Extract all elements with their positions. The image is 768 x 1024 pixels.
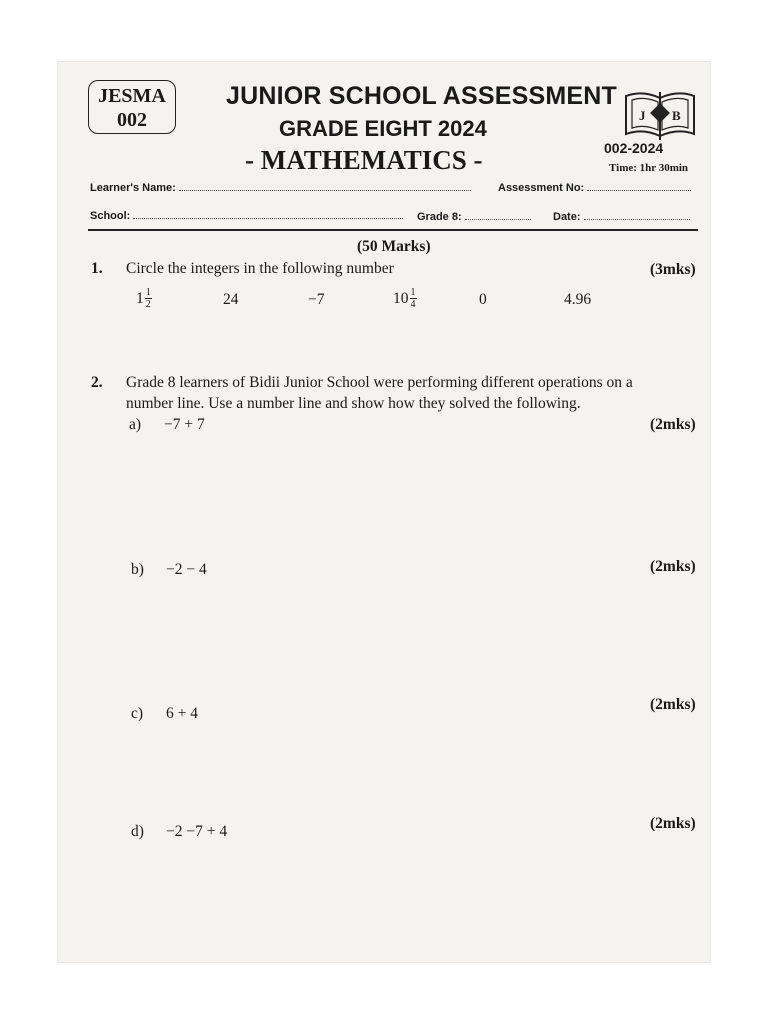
q1-item-neg7[interactable]: −7 <box>308 291 325 308</box>
q1-text: Circle the integers in the following number <box>126 260 394 277</box>
q1-item-mixed-1-half[interactable] <box>136 287 152 310</box>
q2d-answer-space[interactable] <box>128 846 688 946</box>
q1-item-a-whole: 1 <box>136 289 144 307</box>
assessment-no-label: Assessment No: <box>498 182 585 194</box>
school-label: School: <box>90 210 131 222</box>
q2c-marks: (2mks) <box>650 696 696 713</box>
paper-code: 002-2024 <box>604 140 664 156</box>
learner-name-blank[interactable] <box>179 181 471 191</box>
school-blank[interactable] <box>133 209 403 219</box>
q2d-label: d) <box>131 823 144 840</box>
svg-text:B: B <box>672 108 681 123</box>
svg-text:J: J <box>639 108 646 123</box>
q1-item-d-whole: 10 <box>393 289 409 307</box>
q2a-expression: −7 + 7 <box>164 416 205 433</box>
school-field <box>90 209 403 222</box>
q1-item-mixed-10-quarter[interactable] <box>393 287 417 310</box>
q1-item-4-96[interactable]: 4.96 <box>564 291 592 308</box>
q2a-label: a) <box>129 416 142 433</box>
q2d-expression: −2 −7 + 4 <box>166 823 228 840</box>
q2b-expression: −2 − 4 <box>166 561 207 578</box>
q2-number: 2. <box>91 374 103 391</box>
title-line1: JUNIOR SCHOOL ASSESSMENT <box>226 82 617 110</box>
q1-item-24[interactable]: 24 <box>223 291 239 308</box>
assessment-no-field <box>498 181 691 194</box>
q2a-marks: (2mks) <box>650 416 696 433</box>
book-logo-icon <box>622 88 698 142</box>
q2-text-line1: Grade 8 learners of Bidii Junior School were performing different operations on a <box>126 374 633 391</box>
q1-item-a-num: 1 <box>145 287 151 298</box>
q2-text-line2: number line. Use a number line and show how they solved the following. <box>126 395 581 412</box>
grade-field <box>417 210 531 223</box>
q2a-answer-space[interactable] <box>128 440 688 550</box>
total-marks: (50 Marks) <box>357 238 431 255</box>
learner-name-label: Learner's Name: <box>90 182 176 194</box>
date-label: Date: <box>553 211 581 223</box>
q2c-label: c) <box>131 705 144 722</box>
date-field <box>553 210 690 223</box>
q1-item-0[interactable]: 0 <box>479 291 487 308</box>
badge-line1: JESMA <box>98 85 166 107</box>
q1-item-a-den: 2 <box>145 299 151 310</box>
q1-marks: (3mks) <box>650 261 696 278</box>
q2c-expression: 6 + 4 <box>166 705 198 722</box>
title-line2: GRADE EIGHT 2024 <box>279 116 487 141</box>
q2b-answer-space[interactable] <box>128 585 688 695</box>
q2b-marks: (2mks) <box>650 558 696 575</box>
assessment-no-blank[interactable] <box>587 181 691 191</box>
q2c-answer-space[interactable] <box>128 728 688 813</box>
badge-line2: 002 <box>117 109 147 131</box>
q2b-label: b) <box>131 561 144 578</box>
series-badge <box>88 80 176 134</box>
date-blank[interactable] <box>584 210 690 220</box>
q1-item-d-den: 4 <box>410 299 416 310</box>
time-allowed: Time: 1hr 30min <box>609 162 689 174</box>
header-rule <box>88 229 698 231</box>
grade-blank[interactable] <box>465 210 531 220</box>
q1-number: 1. <box>91 260 103 277</box>
q2d-marks: (2mks) <box>650 815 696 832</box>
learner-name-field <box>90 181 471 194</box>
q1-item-d-num: 1 <box>410 287 416 298</box>
grade-label: Grade 8: <box>417 211 462 223</box>
subject-title: - MATHEMATICS - <box>245 145 483 175</box>
